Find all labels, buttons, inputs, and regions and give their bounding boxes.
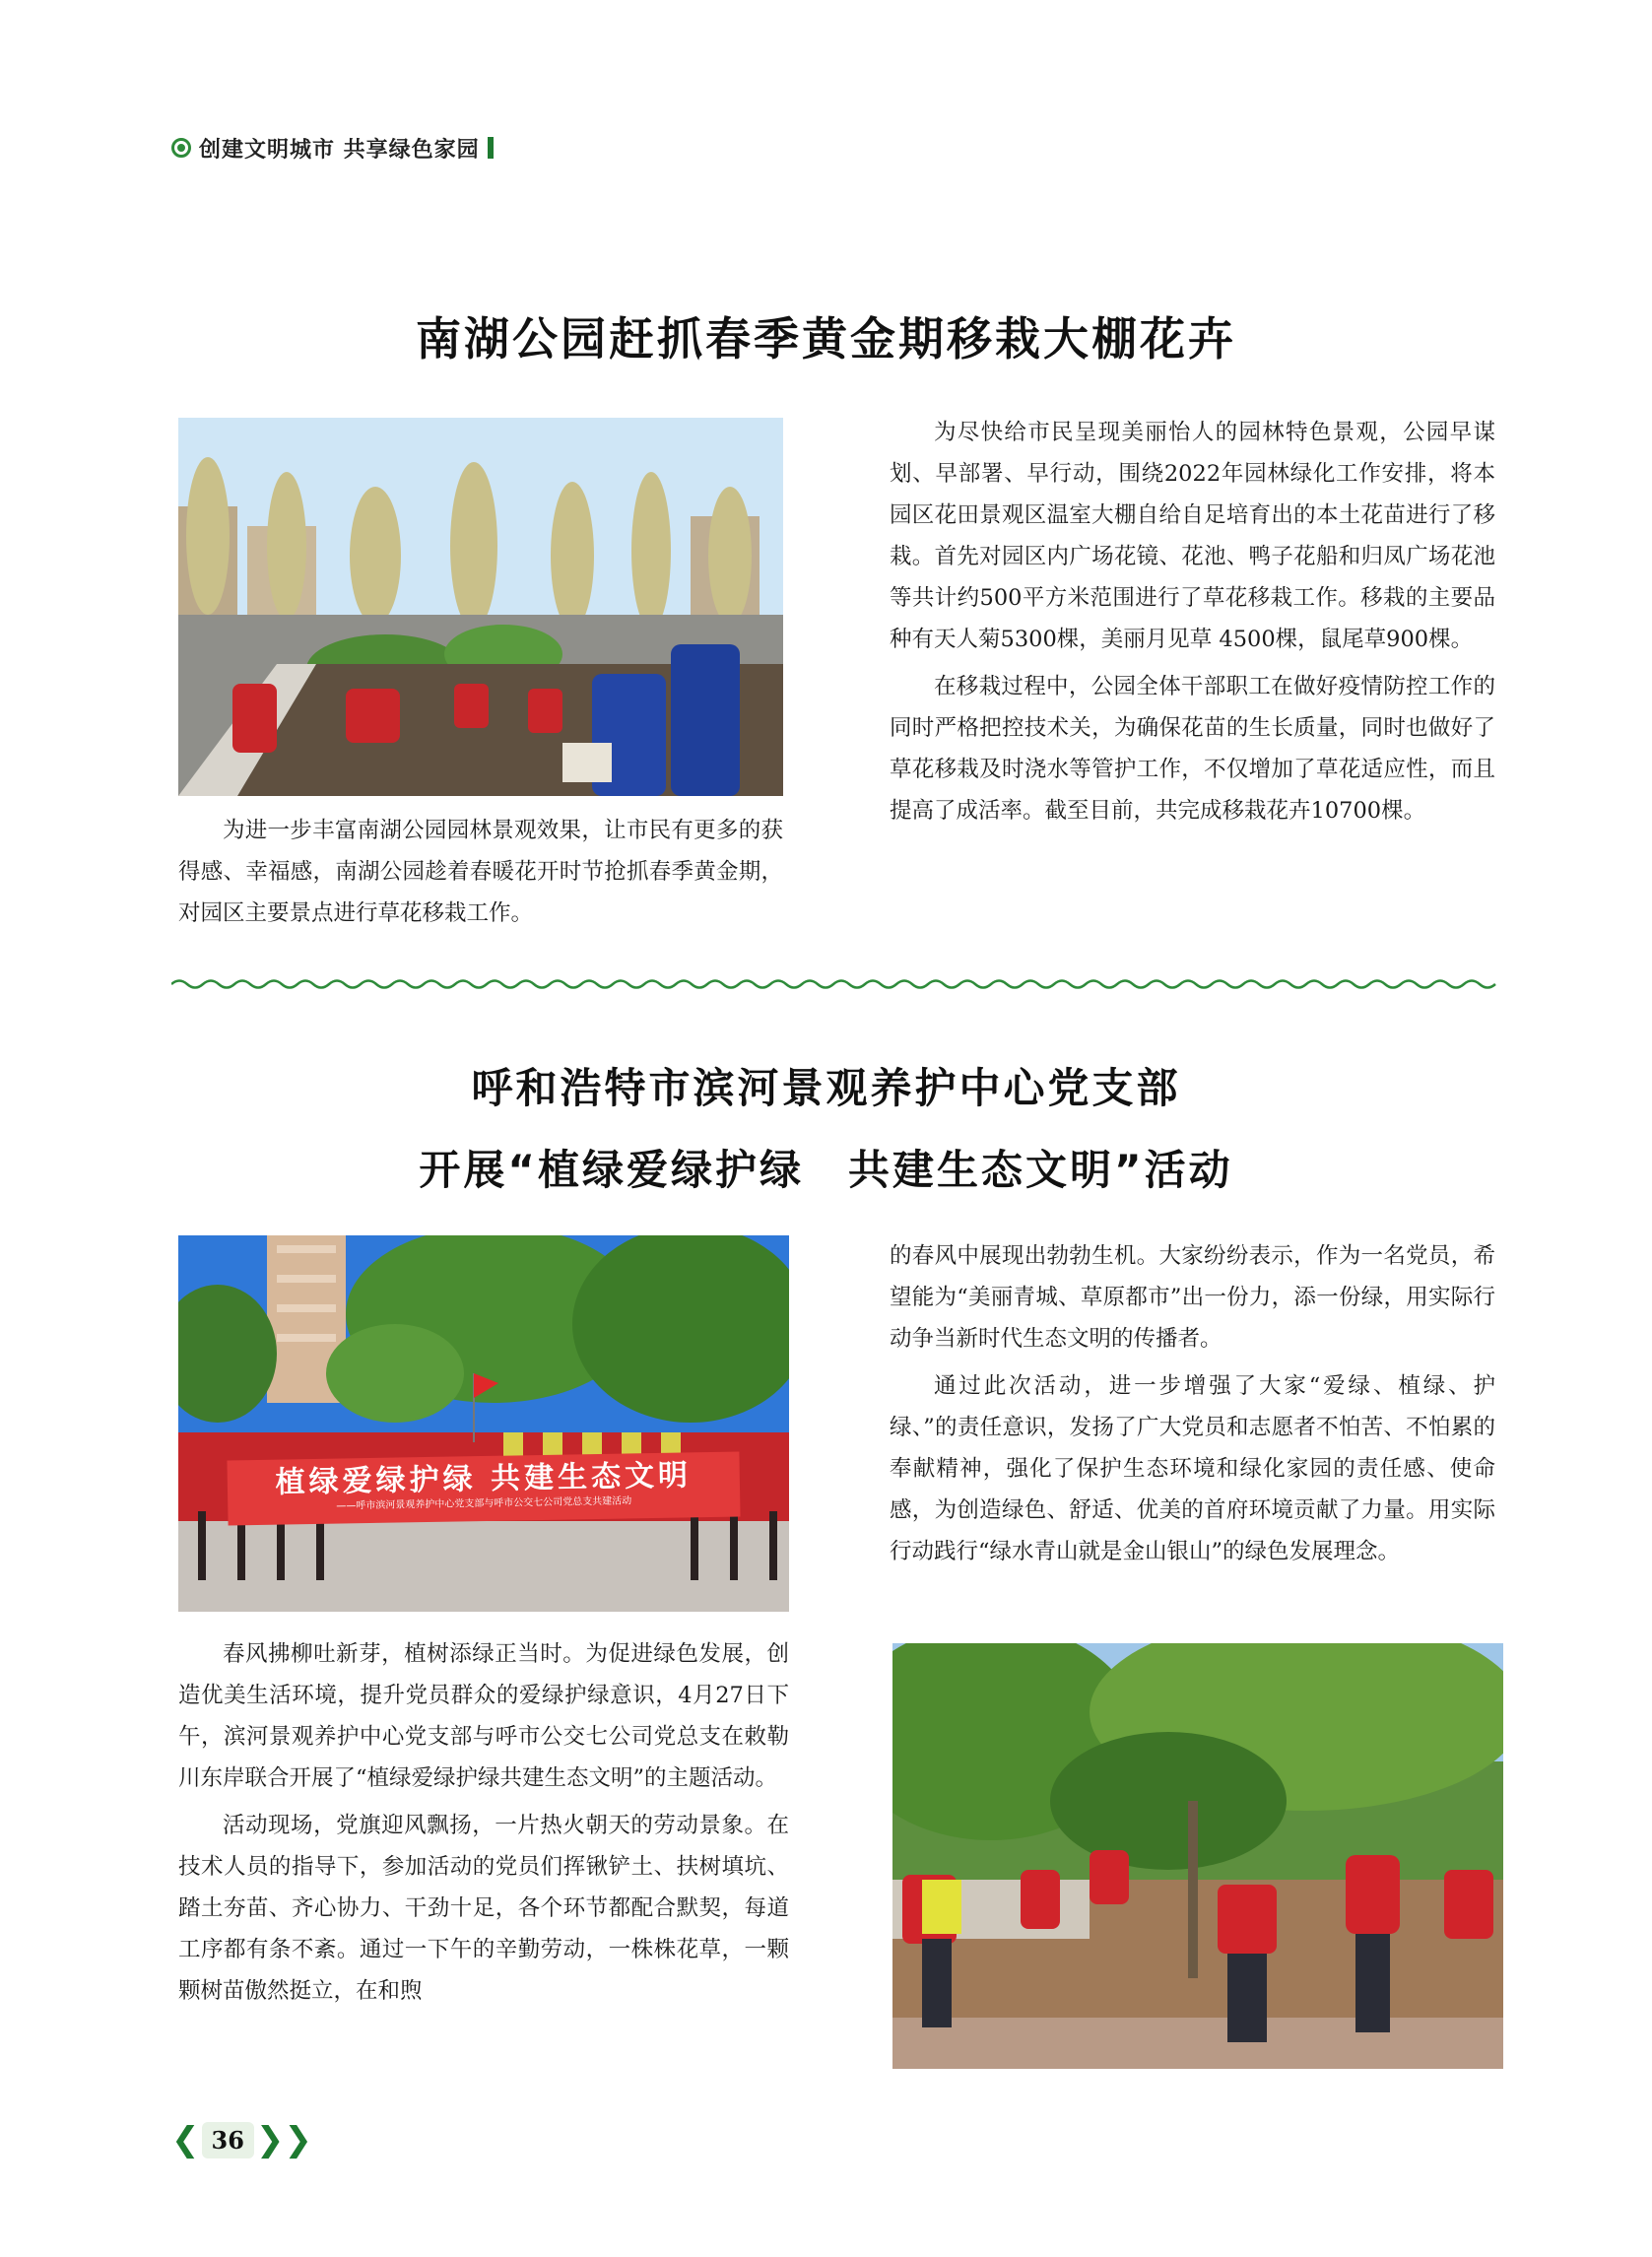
page-number-value: 36 [202, 2122, 254, 2158]
article2-paragraph-continued: 的春风中展现出勃勃生机。大家纷纷表示，作为一名党员，希望能为“美丽青城、草原都市”出一份力，添一份绿，用实际行动争当新时代生态文明的传播者。 [890, 1243, 1495, 1352]
article1-body [890, 412, 1495, 831]
header-text: 创建文明城市 共享绿色家园 [199, 137, 480, 163]
article2-paragraph: 春风拂柳吐新芽，植树添绿正当时。为促进绿色发展，创造优美生活环境，提升党员群众的爱绿护绿意识，4月27日下午，滨河景观养护中心党支部与呼市公交七公司党总支在敕勒川东岸联合开展了“植绿爱绿护绿共建生态文明”的主题活动。 [178, 1641, 789, 1791]
chevron-left-icon: ❮ [171, 2120, 200, 2159]
article1-caption-text: 为进一步丰富南湖公园园林景观效果，让市民有更多的获得感、幸福感，南湖公园趁着春暖花开时节抢抓春季黄金期，对园区主要景点进行草花移栽工作。 [178, 818, 783, 926]
article2-right-body [890, 1235, 1495, 1572]
article1-paragraph: 在移栽过程中，公园全体干部职工在做好疫情防控工作的同时严格把控技术关，为确保花苗的生长质量，同时也做好了草花移栽及时浇水等管护工作，不仅增加了草花适应性，而且提高了成活率。截至目前，共完成移栽花卉10700棵。 [890, 674, 1495, 824]
banner-subtext: ——呼市滨河景观养护中心党支部与呼市公交七公司党总支共建活动 [336, 1495, 632, 1512]
activity-banner [227, 1451, 740, 1525]
article2-planting-photo [892, 1643, 1503, 2069]
running-header [171, 132, 494, 164]
article1-photo [178, 418, 783, 796]
header-bar-icon [488, 137, 494, 159]
chevron-right-icon: ❯❯ [255, 2120, 312, 2159]
article1-caption [178, 810, 783, 934]
article2-title-line1: 呼和浩特市滨河景观养护中心党支部 [471, 1064, 1181, 1112]
article2-group-photo [178, 1235, 789, 1612]
banner-text: 植绿爱绿护绿 共建生态文明 [275, 1458, 693, 1500]
article2-paragraph: 通过此次活动，进一步增强了大家“爱绿、植绿、护绿、”的责任意识，发扬了广大党员和志愿者不怕苦、不怕累的奉献精神，强化了保护生态环境和绿化家园的责任感、使命感，为创造绿色、舒适、优美的首府环境贡献了力量。用实际行动践行“绿水青山就是金山银山”的绿色发展理念。 [890, 1373, 1495, 1564]
article2-title-line2: 开展“植绿爱绿护绿 共建生态文明”活动 [419, 1146, 1233, 1194]
article1-title: 南湖公园赶抓春季黄金期移栽大棚花卉 [416, 312, 1236, 365]
article1-paragraph: 为尽快给市民呈现美丽怡人的园林特色景观，公园早谋划、早部署、早行动，围绕2022年园林绿化工作安排，将本园区花田景观区温室大棚自给自足培育出的本土花苗进行了移栽。首先对园区内广场花镜、花池、鸭子花船和归凤广场花池等共计约500平方米范围进行了草花移栽工作。移栽的主要品种有天人菊5300棵，美丽月见草 4500棵，鼠尾草900棵。 [890, 420, 1495, 652]
page-number [171, 2118, 312, 2161]
article2-paragraph: 活动现场，党旗迎风飘扬，一片热火朝天的劳动景象。在技术人员的指导下，参加活动的党员们挥锹铲土、扶树填坑、踏土夯苗、齐心协力、干劲十足，各个环节都配合默契，每道工序都有条不紊。通过一下午的辛勤劳动，一株株花草，一颗颗树苗傲然挺立，在和煦 [178, 1813, 789, 2004]
target-icon [171, 138, 191, 158]
article2-left-body [178, 1633, 789, 2012]
wave-divider [171, 977, 1506, 991]
